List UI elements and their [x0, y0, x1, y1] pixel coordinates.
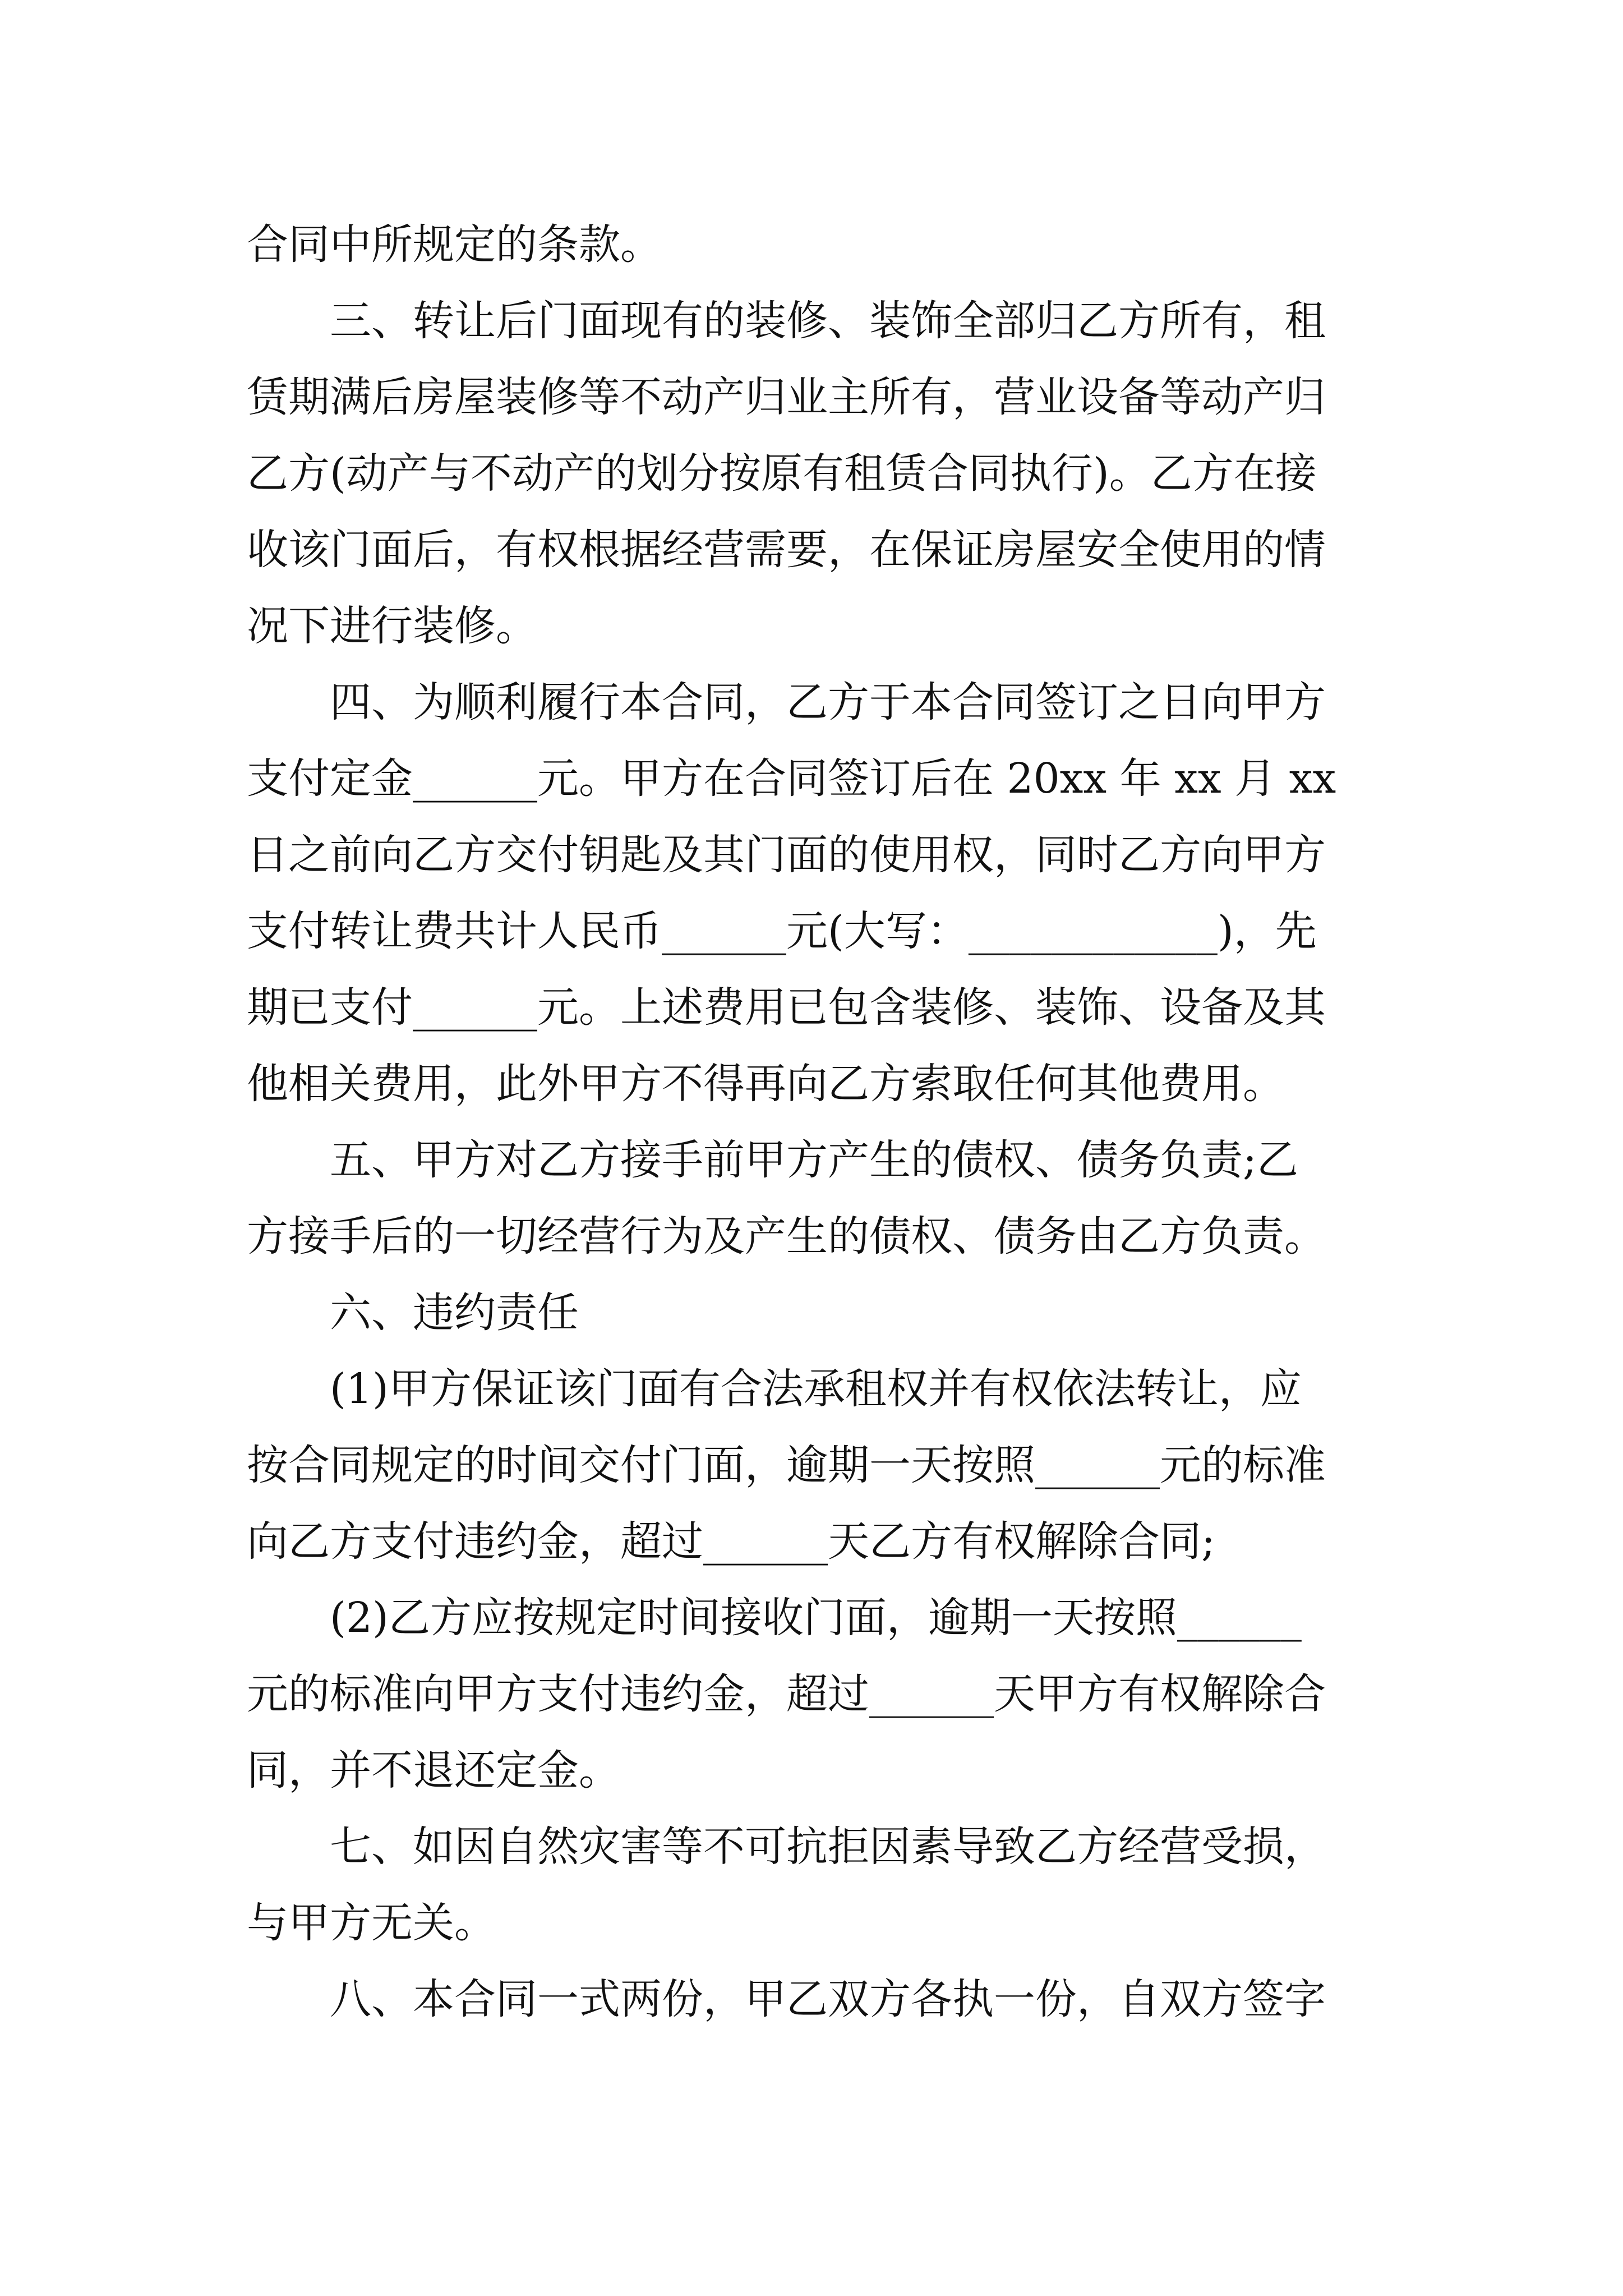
- text-line: (1)甲方保证该门面有合法承租权并有权依法转让，应: [330, 1365, 1302, 1413]
- document-body: [247, 206, 1385, 2037]
- text-line: 三、转让后门面现有的装修、装饰全部归乙方所有，租: [330, 297, 1326, 345]
- text-line: 支付定金______元。甲方在合同签订后在 20xx 年 xx 月 xx: [247, 754, 1336, 803]
- text-line: 与甲方无关。: [247, 1899, 496, 1947]
- text-line: 他相关费用，此外甲方不得再向乙方索取任何其他费用。: [247, 1060, 1284, 1108]
- text-line: 元的标准向甲方支付违约金，超过______天甲方有权解除合: [247, 1670, 1326, 1718]
- text-line: 六、违约责任: [330, 1289, 579, 1337]
- text-line: (2)乙方应按规定时间接收门面，逾期一天按照______: [330, 1594, 1302, 1642]
- text-line: 八、本合同一式两份，甲乙双方各执一份，自双方签字: [330, 1975, 1326, 2023]
- text-line: 方接手后的一切经营行为及产生的债权、债务由乙方负责。: [247, 1212, 1326, 1260]
- text-line: 向乙方支付违约金，超过______天乙方有权解除合同;: [247, 1517, 1215, 1566]
- text-line: 况下进行装修。: [247, 602, 537, 650]
- text-line: 同，并不退还定金。: [247, 1746, 620, 1795]
- text-line: 赁期满后房屋装修等不动产归业主所有，营业设备等动产归: [247, 373, 1326, 421]
- text-line: 支付转让费共计人民币______元(大写：____________)，先: [247, 907, 1317, 955]
- text-line: 期已支付______元。上述费用已包含装修、装饰、设备及其: [247, 983, 1326, 1032]
- text-line: 七、如因自然灾害等不可抗拒因素导致乙方经营受损，: [330, 1823, 1326, 1871]
- text-line: 按合同规定的时间交付门面，逾期一天按照______元的标准: [247, 1441, 1326, 1489]
- text-line: 日之前向乙方交付钥匙及其门面的使用权，同时乙方向甲方: [247, 831, 1326, 879]
- text-line: 四、为顺利履行本合同，乙方于本合同签订之日向甲方: [330, 678, 1326, 726]
- text-line: 五、甲方对乙方接手前甲方产生的债权、债务负责;乙: [330, 1136, 1298, 1184]
- text-line: 收该门面后，有权根据经营需要，在保证房屋安全使用的情: [247, 526, 1326, 574]
- text-line: 乙方(动产与不动产的划分按原有租赁合同执行)。乙方在接: [247, 449, 1317, 498]
- text-line: 合同中所规定的条款。: [247, 220, 662, 269]
